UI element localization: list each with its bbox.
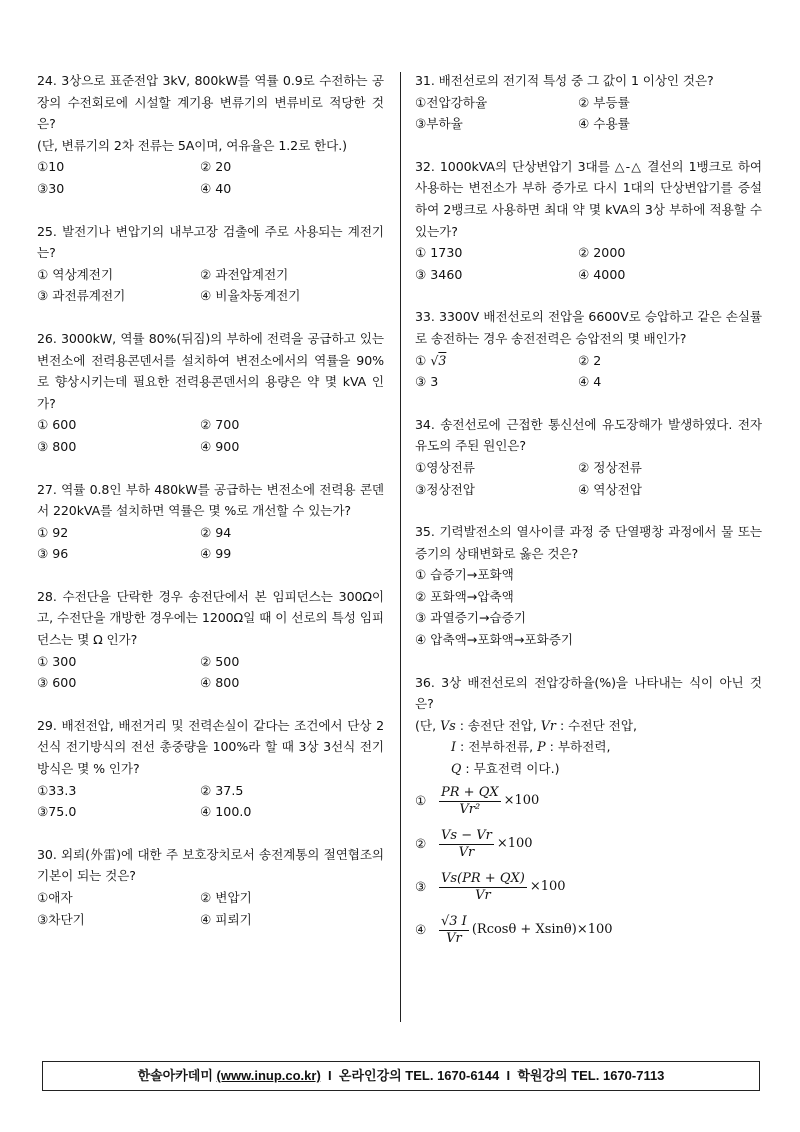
question-stem: 33. 3300V 배전선로의 전압을 6600V로 승압하고 같은 손실률로 송전하는 경우 송전전력은 승압전의 몇 배인가? (415, 309, 762, 346)
option-2[interactable]: ② 부등률 (578, 94, 630, 110)
option-3[interactable]: ③ 96 (37, 546, 69, 562)
option-1[interactable]: ①33.3 (37, 782, 77, 798)
question-26 (37, 328, 384, 458)
options (37, 887, 384, 930)
academy-url-link[interactable]: (www.inup.co.kr) (216, 1068, 321, 1083)
option-1[interactable] (415, 350, 578, 372)
numerator: Vs(PR + QX) (441, 870, 525, 886)
option-3[interactable]: ③정상전압 (415, 481, 475, 497)
option-2[interactable]: ② 20 (200, 159, 232, 175)
option-4[interactable]: ④ 900 (200, 438, 240, 454)
option-1[interactable]: ① 600 (37, 417, 77, 433)
option-marker: ② (415, 836, 427, 852)
option-2[interactable]: ② 94 (200, 524, 232, 540)
option-2[interactable]: ② 500 (200, 653, 240, 669)
question-28 (37, 586, 384, 694)
question-24 (37, 70, 384, 200)
option-3[interactable]: ③ 800 (37, 438, 77, 454)
options (37, 651, 384, 694)
option-1[interactable]: ① 1730 (415, 245, 463, 261)
option-1[interactable]: ① 92 (37, 524, 69, 540)
option-4[interactable]: ④ 800 (200, 675, 240, 691)
option-4[interactable]: ④ 4 (578, 374, 602, 390)
option-4[interactable]: ④ 99 (200, 546, 232, 562)
question-stem: 35. 기력발전소의 열사이클 과정 중 단열팽창 과정에서 물 또는 증기의 상태변화로 옳은 것은? (415, 524, 762, 561)
option-1[interactable]: ①애자 (37, 890, 73, 905)
option-3[interactable]: ③ 과열증기→습증기 (415, 610, 527, 626)
options (415, 92, 762, 135)
option-4[interactable] (415, 909, 762, 952)
options (415, 457, 762, 500)
option-1[interactable]: ① 역상계전기 (37, 266, 114, 282)
option-4[interactable]: ④ 100.0 (200, 804, 252, 820)
question-stem: 32. 1000kVA의 단상변압기 3대를 △-△ 결선의 1뱅크로 하여 사용하는 변전소가 부하 증가로 다시 1대의 단상변압기를 증설하여 2뱅크로 사용하면 최대 약 몇 kVA의 3상 부하에 적용할 수 있는가? (415, 158, 762, 239)
question-30 (37, 844, 384, 930)
formula-tail: (Rcosθ + Xsinθ) (471, 922, 577, 938)
option-3[interactable] (415, 866, 762, 909)
var-p: P (537, 739, 546, 755)
online-lecture-phone: 온라인강의 TEL. 1670-6144 (338, 1068, 500, 1083)
var-i-desc: : 전부하전류, (460, 739, 534, 755)
options (37, 780, 384, 823)
sqrt-symbol: √ (430, 352, 439, 368)
option-1[interactable]: ① 습증기→포화액 (415, 567, 514, 583)
option-2[interactable] (415, 823, 762, 866)
question-34 (415, 414, 762, 500)
option-3[interactable]: ③75.0 (37, 804, 77, 820)
option-4[interactable]: ④ 비율차동계전기 (200, 288, 301, 304)
option-marker: ① (415, 793, 427, 809)
options (37, 264, 384, 307)
numerator: PR + QX (441, 784, 499, 800)
question-stem: 26. 3000kW, 역률 80%(뒤짐)의 부하에 전력을 공급하고 있는 변전소에 전력용콘덴서를 설치하여 변전소에서의 역률을 90%로 향상시키는데 필요한 전력용콘덴서의 용량은 약 몇 kVA 인가? (37, 330, 384, 411)
times-100: ×100 (529, 879, 566, 895)
option-2[interactable]: ② 2000 (578, 245, 626, 261)
option-2[interactable]: ② 2 (578, 352, 602, 368)
option-3[interactable]: ③30 (37, 180, 65, 196)
denominator: Vr (446, 930, 462, 946)
times-100: ×100 (496, 836, 533, 852)
question-stem: 24. 3상으로 표준전압 3kV, 800kW를 역률 0.9로 수전하는 공장의 수전회로에 시설할 계기용 변류기의 변류비로 적당한 것은? (37, 73, 384, 132)
question-31 (415, 70, 762, 135)
option-marker: ① (415, 352, 427, 368)
option-4[interactable]: ④ 4000 (578, 266, 626, 282)
fraction (439, 828, 494, 861)
question-stem: 31. 배전선로의 전기적 특성 중 그 값이 1 이상인 것은? (415, 73, 714, 88)
option-4[interactable]: ④ 피뢰기 (200, 911, 252, 927)
question-note-line3 (415, 758, 762, 780)
option-3[interactable]: ③부하율 (415, 116, 463, 132)
fraction (439, 871, 527, 904)
academy-lecture-phone: 학원강의 TEL. 1670-7113 (517, 1068, 665, 1083)
option-3[interactable]: ③차단기 (37, 911, 85, 927)
numerator: Vs − Vr (441, 827, 492, 843)
option-4[interactable]: ④ 압축액→포화액→포화증기 (415, 632, 574, 648)
var-q-desc: : 무효전력 이다.) (465, 761, 560, 777)
option-1[interactable]: ①전압강하율 (415, 94, 488, 110)
question-stem: 29. 배전전압, 배전거리 및 전력손실이 같다는 조건에서 단상 2선식 전기방식의 전선 총중량을 100%라 할 때 3상 3선식 전기방식은 몇 % 인가? (37, 717, 384, 777)
option-1[interactable] (415, 780, 762, 823)
numerator: √3 I (441, 913, 467, 929)
option-3[interactable]: ③ 600 (37, 675, 77, 691)
var-p-desc: : 부하전력, (549, 739, 611, 755)
option-2[interactable]: ② 변압기 (200, 890, 252, 905)
option-2[interactable]: ② 정상전류 (578, 459, 642, 475)
var-vs: Vs (440, 717, 456, 733)
left-column (37, 70, 384, 951)
question-25 (37, 221, 384, 307)
options (415, 242, 762, 285)
denominator: Vr² (459, 801, 481, 817)
option-4[interactable]: ④ 40 (200, 180, 232, 196)
question-36 (415, 672, 762, 952)
question-stem: 36. 3상 배전선로의 전압강하율(%)을 나타내는 식이 아닌 것은? (415, 674, 762, 712)
question-35 (415, 521, 762, 651)
times-100: ×100 (503, 793, 540, 809)
option-1[interactable]: ① 300 (37, 653, 77, 669)
var-q: Q (451, 761, 462, 777)
option-3[interactable]: ③ 3 (415, 374, 439, 390)
option-2[interactable]: ② 700 (200, 417, 240, 433)
separator: I (506, 1068, 511, 1083)
question-stem: 34. 송전선로에 근접한 통신선에 유도장해가 발생하였다. 전자유도의 주된 원인은? (415, 416, 762, 454)
academy-name: 한솔아카데미 (137, 1068, 213, 1083)
times-100: ×100 (576, 922, 613, 938)
option-2[interactable]: ② 과전압계전기 (200, 266, 289, 282)
var-vs-desc: : 송전단 전압, (459, 717, 537, 733)
option-4[interactable]: ④ 역상전압 (578, 481, 642, 497)
fraction (439, 785, 501, 818)
option-1[interactable]: ①10 (37, 159, 65, 175)
note-prefix: (단, (415, 717, 437, 733)
separator: I (328, 1068, 332, 1083)
option-3[interactable]: ③ 3460 (415, 266, 463, 282)
question-33 (415, 306, 762, 392)
denominator: Vr (458, 844, 475, 860)
sqrt-argument: 3 (438, 352, 447, 368)
fraction (439, 914, 469, 947)
option-3[interactable]: ③ 과전류계전기 (37, 288, 126, 304)
options (37, 522, 384, 565)
options (37, 414, 384, 457)
var-vr-desc: : 수전단 전압, (559, 717, 638, 733)
question-stem: 30. 외뢰(外雷)에 대한 주 보호장치로서 송전계통의 절연협조의 기본이 되는 것은? (37, 846, 384, 884)
question-note-line2 (415, 736, 762, 758)
question-stem: 28. 수전단을 단락한 경우 송전단에서 본 임피던스는 300Ω이고, 수전단을 개방한 경우에는 1200Ω일 때 이 선로의 특성 임피던스는 몇 Ω 인가? (37, 588, 384, 648)
denominator: Vr (475, 887, 491, 903)
question-29 (37, 715, 384, 823)
option-2[interactable]: ② 37.5 (200, 782, 244, 798)
option-marker: ④ (415, 922, 427, 938)
options (415, 564, 762, 650)
question-stem: 25. 발전기나 변압기의 내부고장 검출에 주로 사용되는 계전기는? (37, 223, 384, 261)
options (37, 156, 384, 199)
right-column (415, 70, 762, 973)
question-note (415, 715, 762, 737)
question-stem: 27. 역률 0.8인 부하 480kW를 공급하는 변전소에 전력용 콘덴서 220kVA를 설치하면 역률은 몇 %로 개선할 수 있는가? (37, 481, 384, 519)
options (415, 350, 762, 393)
question-note: (단, 변류기의 2차 전류는 5A이며, 여유율은 1.2로 한다.) (37, 137, 347, 153)
question-27 (37, 479, 384, 565)
column-divider (400, 72, 401, 1022)
var-i: I (451, 739, 456, 755)
option-4[interactable]: ④ 수용률 (578, 116, 630, 132)
var-vr: Vr (540, 717, 556, 733)
option-1[interactable]: ①영상전류 (415, 459, 475, 475)
option-marker: ③ (415, 879, 427, 895)
option-2[interactable]: ② 포화액→압축액 (415, 588, 514, 604)
question-32 (415, 156, 762, 286)
footer-bar (42, 1061, 760, 1091)
